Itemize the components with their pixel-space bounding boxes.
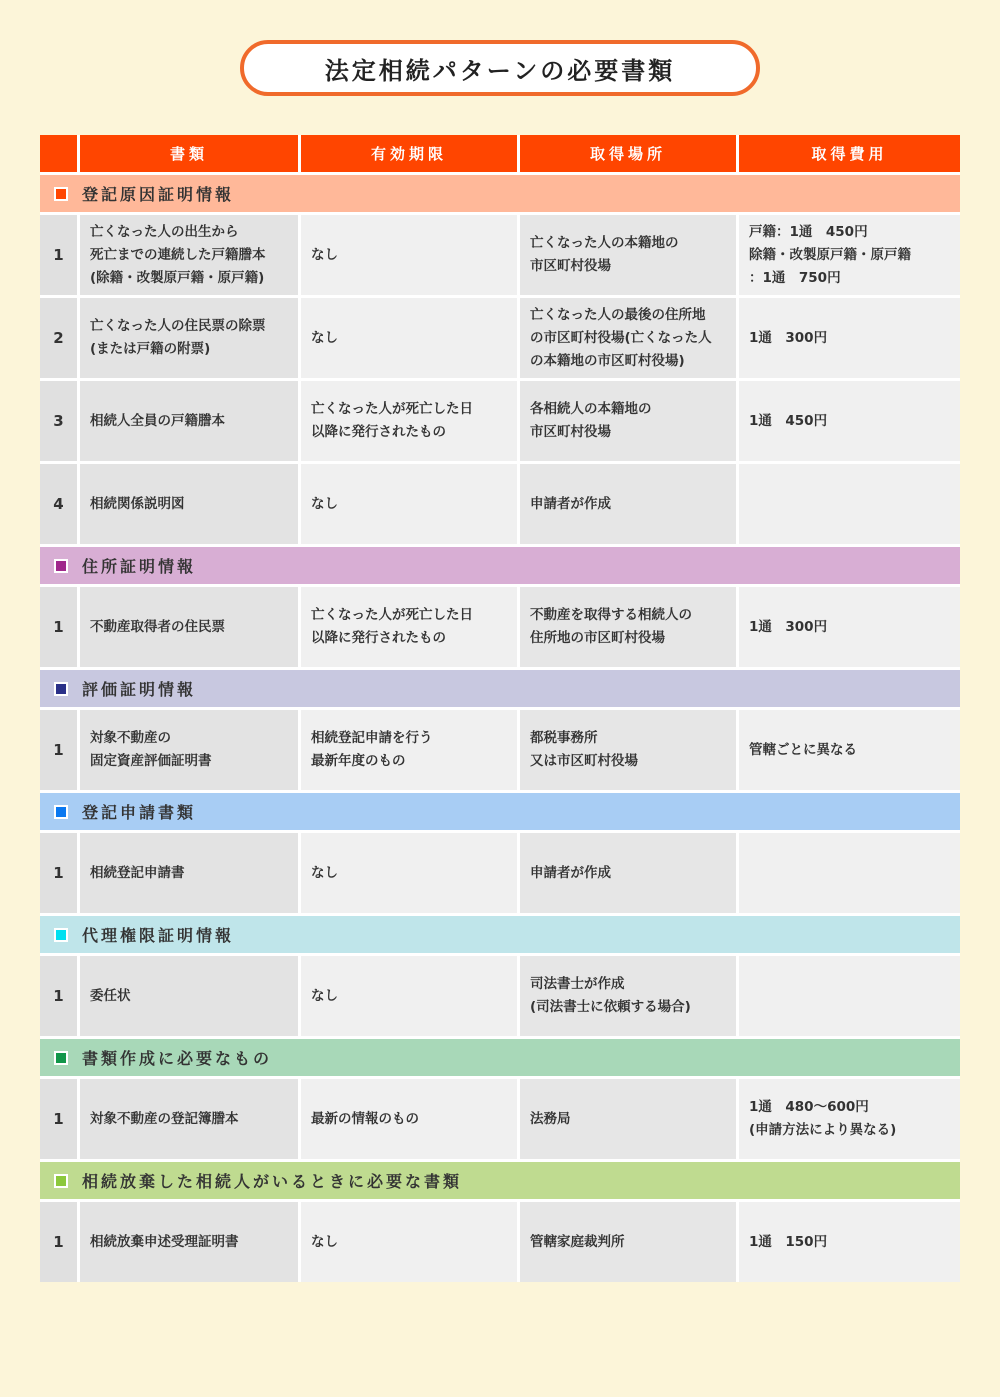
section-marker-icon	[54, 928, 68, 942]
validity-cell: なし	[301, 833, 520, 913]
section-marker-icon	[54, 1174, 68, 1188]
document-cell: 不動産取得者の住民票	[80, 587, 301, 667]
table-row	[40, 833, 960, 916]
table-row	[40, 710, 960, 793]
table-row	[40, 464, 960, 547]
table-row	[40, 298, 960, 381]
documents-table	[40, 135, 960, 1282]
section-marker-icon	[54, 805, 68, 819]
cost-cell: 1通 150円	[739, 1202, 960, 1282]
row-number: 1	[40, 710, 80, 790]
section-marker-icon	[54, 1051, 68, 1065]
page-title: 法定相続パターンの必要書類	[240, 40, 760, 96]
section-label: 登記原因証明情報	[82, 185, 235, 204]
document-cell: 亡くなった人の出生から 死亡までの連続した戸籍謄本 (除籍・改製原戸籍・原戸籍)	[80, 215, 301, 295]
section-header	[40, 1162, 960, 1202]
validity-cell: なし	[301, 215, 520, 295]
header-document: 書類	[80, 135, 301, 172]
cost-cell: 1通 480〜600円 (申請方法により異なる)	[739, 1079, 960, 1159]
table-row	[40, 956, 960, 1039]
validity-cell: 亡くなった人が死亡した日 以降に発行されたもの	[301, 587, 520, 667]
row-number: 1	[40, 956, 80, 1036]
section-header	[40, 175, 960, 215]
place-cell: 申請者が作成	[520, 833, 739, 913]
table-row	[40, 381, 960, 464]
table-row	[40, 1079, 960, 1162]
section-marker-icon	[54, 187, 68, 201]
row-number: 4	[40, 464, 80, 544]
cost-cell	[739, 956, 960, 1036]
section-label: 評価証明情報	[82, 680, 197, 699]
table-header	[40, 135, 960, 175]
document-cell: 亡くなった人の住民票の除票 (または戸籍の附票)	[80, 298, 301, 378]
cost-cell	[739, 833, 960, 913]
document-cell: 相続関係説明図	[80, 464, 301, 544]
validity-cell: 相続登記申請を行う 最新年度のもの	[301, 710, 520, 790]
validity-cell: なし	[301, 1202, 520, 1282]
document-cell: 相続登記申請書	[80, 833, 301, 913]
header-place: 取得場所	[520, 135, 739, 172]
cost-cell: 戸籍：1通 450円 除籍・改製原戸籍・原戸籍 ：1通 750円	[739, 215, 960, 295]
place-cell: 亡くなった人の本籍地の 市区町村役場	[520, 215, 739, 295]
document-cell: 相続放棄申述受理証明書	[80, 1202, 301, 1282]
section-label: 相続放棄した相続人がいるときに必要な書類	[82, 1172, 463, 1191]
row-number: 3	[40, 381, 80, 461]
row-number: 2	[40, 298, 80, 378]
row-number: 1	[40, 833, 80, 913]
document-cell: 対象不動産の登記簿謄本	[80, 1079, 301, 1159]
section-label: 登記申請書類	[82, 803, 197, 822]
table-row	[40, 587, 960, 670]
header-cost: 取得費用	[739, 135, 960, 172]
place-cell: 管轄家庭裁判所	[520, 1202, 739, 1282]
table-row	[40, 1202, 960, 1282]
row-number: 1	[40, 1079, 80, 1159]
section-label: 住所証明情報	[82, 557, 197, 576]
place-cell: 都税事務所 又は市区町村役場	[520, 710, 739, 790]
place-cell: 不動産を取得する相続人の 住所地の市区町村役場	[520, 587, 739, 667]
place-cell: 申請者が作成	[520, 464, 739, 544]
cost-cell: 1通 300円	[739, 587, 960, 667]
section-marker-icon	[54, 559, 68, 573]
section-header	[40, 1039, 960, 1079]
validity-cell: 亡くなった人が死亡した日 以降に発行されたもの	[301, 381, 520, 461]
validity-cell: なし	[301, 298, 520, 378]
cost-cell: 管轄ごとに異なる	[739, 710, 960, 790]
validity-cell: なし	[301, 956, 520, 1036]
cost-cell: 1通 450円	[739, 381, 960, 461]
cost-cell: 1通 300円	[739, 298, 960, 378]
section-header	[40, 916, 960, 956]
header-validity: 有効期限	[301, 135, 520, 172]
cost-cell	[739, 464, 960, 544]
section-marker-icon	[54, 682, 68, 696]
document-cell: 委任状	[80, 956, 301, 1036]
row-number: 1	[40, 215, 80, 295]
section-label: 書類作成に必要なもの	[82, 1049, 273, 1068]
section-label: 代理権限証明情報	[82, 926, 235, 945]
document-cell: 対象不動産の 固定資産評価証明書	[80, 710, 301, 790]
place-cell: 亡くなった人の最後の住所地 の市区町村役場(亡くなった人 の本籍地の市区町村役場)	[520, 298, 739, 378]
row-number: 1	[40, 1202, 80, 1282]
section-header	[40, 670, 960, 710]
place-cell: 法務局	[520, 1079, 739, 1159]
table-row	[40, 215, 960, 298]
validity-cell: 最新の情報のもの	[301, 1079, 520, 1159]
document-cell: 相続人全員の戸籍謄本	[80, 381, 301, 461]
row-number: 1	[40, 587, 80, 667]
header-number	[40, 135, 80, 172]
place-cell: 司法書士が作成 (司法書士に依頼する場合)	[520, 956, 739, 1036]
place-cell: 各相続人の本籍地の 市区町村役場	[520, 381, 739, 461]
section-header	[40, 793, 960, 833]
validity-cell: なし	[301, 464, 520, 544]
section-header	[40, 547, 960, 587]
